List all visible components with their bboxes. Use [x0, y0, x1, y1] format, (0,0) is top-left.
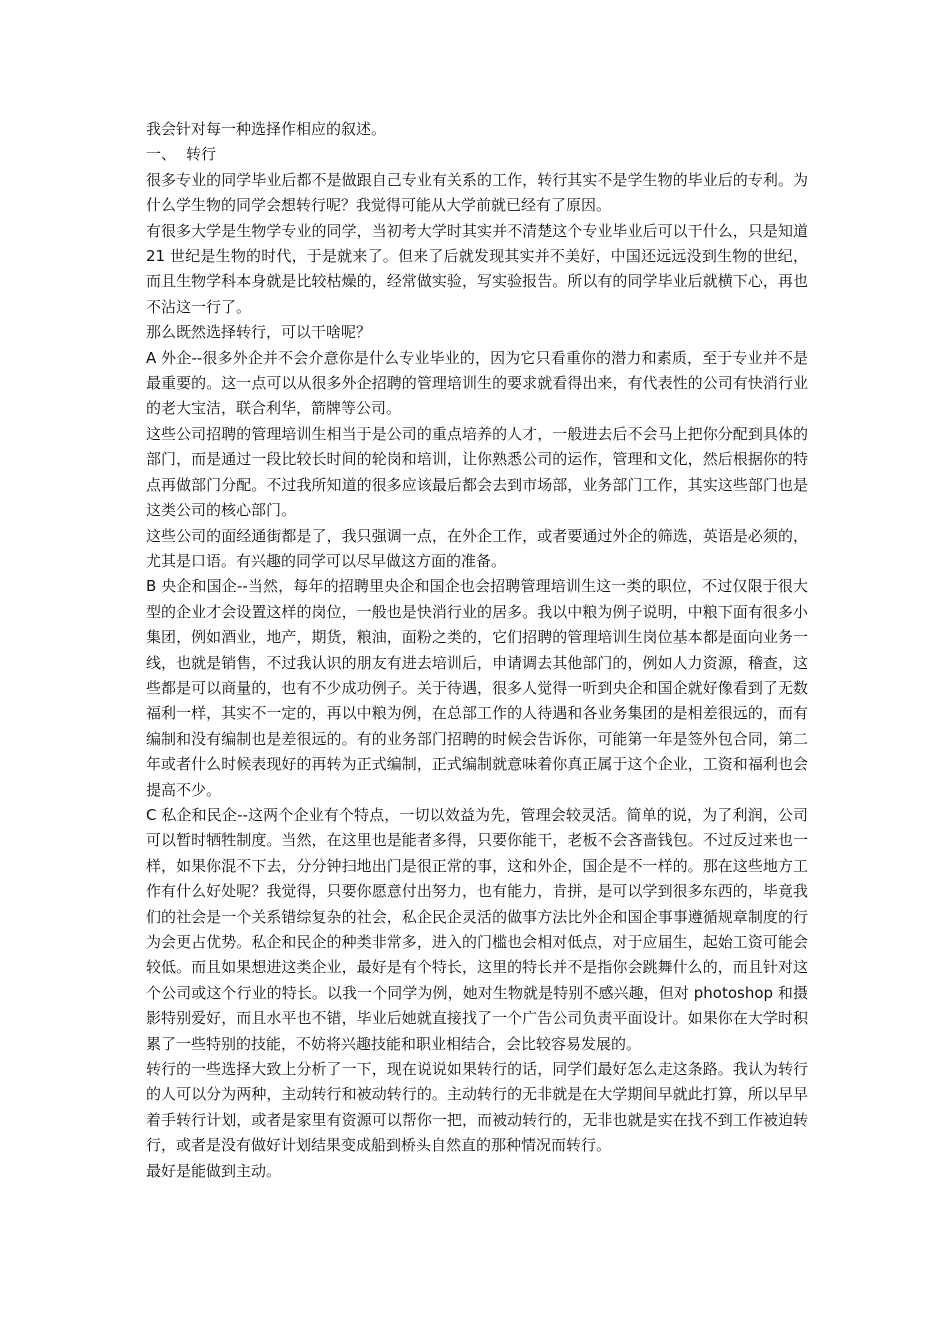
paragraph-10: 最好是能做到主动。 [146, 1161, 282, 1180]
paragraph-2: 有很多大学是生物学专业的同学，当初考大学时其实并不清楚这个专业毕业后可以干什么，只是知道 21 世纪是生物的时代，于是就来了。但来了后就发现其实并不美好，中国还远远没到生物的世纪，而且生物学科本身就是比较枯燥的，经常做实验，写实验报告。所以有的同学毕业后就横下心，再也不沾这一行了。 [146, 221, 808, 316]
paragraph-4: A 外企--很多外企并不会介意你是什么专业毕业的，因为它只看重你的潜力和素质，至于专业并不是最重要的。这一点可以从很多外企招聘的管理培训生的要求就看得出来，有代表性的公司有快消行业的老大宝洁，联合利华，箭牌等公司。 [146, 348, 808, 418]
paragraph-7: B 央企和国企--当然，每年的招聘里央企和国企也会招聘管理培训生这一类的职位，不过仅限于很大型的企业才会设置这样的岗位，一般也是快消行业的居多。我以中粮为例子说明，中粮下面有很多小集团，例如酒业，地产，期货，粮油，面粉之类的，它们招聘的管理培训生岗位基本都是面向业务一线，也就是销售，不过我认识的朋友有进去培训后，申请调去其他部门的，例如人力资源，稽查，这些都是可以商量的，也有不少成功例子。关于待遇，很多人觉得一听到央企和国企就好像看到了无数福利一样，其实不一定的，再以中粮为例，在总部工作的人待遇和各业务集团的是相差很远的，而有编制和没有编制也是差很远的。有的业务部门招聘的时候会告诉你，可能第一年是签外包合同，第二年或者什么时候表现好的再转为正式编制，正式编制就意味着你真正属于这个企业，工资和福利也会提高不少。 [146, 577, 808, 799]
intro-line: 我会针对每一种选择作相应的叙述。 [146, 120, 387, 138]
section-heading [146, 142, 808, 167]
section-number: 一、 [146, 145, 177, 164]
paragraph-5: 这些公司招聘的管理培训生相当于是公司的重点培养的人才，一般进去后不会马上把你分配到具体的部门，而是通过一段比较长时间的轮岗和培训，让你熟悉公司的运作，管理和文化，然后根据你的特点再做部门分配。不过我所知道的很多应该最后都会去到市场部，业务部门工作，其实这些部门也是这类公司的核心部门。 [146, 424, 808, 520]
paragraph-6: 这些公司的面经通街都是了，我只强调一点，在外企工作，或者要通过外企的筛选，英语是必须的，尤其是口语。有兴趣的同学可以尽早做这方面的准备。 [146, 526, 808, 570]
paragraph-8: C 私企和民企--这两个企业有个特点，一切以效益为先，管理会较灵活。简单的说，为了利润，公司可以暂时牺牲制度。当然，在这里也是能者多得，只要你能干，老板不会吝啬钱包。不过反过来也一样，如果你混不下去，分分钟扫地出门是很正常的事，这和外企，国企是不一样的。那在这些地方工作有什么好处呢？我觉得，只要你愿意付出努力，也有能力，肯拼，是可以学到很多东西的，毕竟我们的社会是一个关系错综复杂的社会，私企民企灵活的做事方法比外企和国企事事遵循规章制度的行为会更占优势。私企和民企的种类非常多，进入的门槛也会相对低点，对于应届生，起始工资可能会较低。而且如果想进这类企业，最好是有个特长，这里的特长并不是指你会跳舞什么的，而且针对这个公司或这个行业的特长。以我一个同学为例，她对生物就是特别不感兴趣，但对 photoshop 和摄影特别爱好，而且水平也不错，毕业后她就直接找了一个广告公司负责平面设计。如果你在大学时积累了一些特别的技能，不妨将兴趣技能和职业相结合，会比较容易发展的。 [146, 805, 808, 1053]
paragraph-9: 转行的一些选择大致上分析了一下，现在说说如果转行的话，同学们最好怎么走这条路。我认为转行的人可以分为两种，主动转行和被动转行的。主动转行的无非就是在大学期间早就此打算，所以早早着手转行计划，或者是家里有资源可以帮你一把，而被动转行的，无非也就是实在找不到工作被迫转行，或者是没有做好计划结果变成船到桥头自然直的那种情况而转行。 [146, 1060, 808, 1155]
paragraph-3: 那么既然选择转行，可以干啥呢？ [146, 323, 372, 342]
document-body [146, 117, 808, 1184]
paragraph-1: 很多专业的同学毕业后都不是做跟自己专业有关系的工作，转行其实不是学生物的毕业后的专利。为什么学生物的同学会想转行呢？我觉得可能从大学前就已经有了原因。 [146, 170, 808, 215]
section-title: 转行 [186, 145, 217, 164]
